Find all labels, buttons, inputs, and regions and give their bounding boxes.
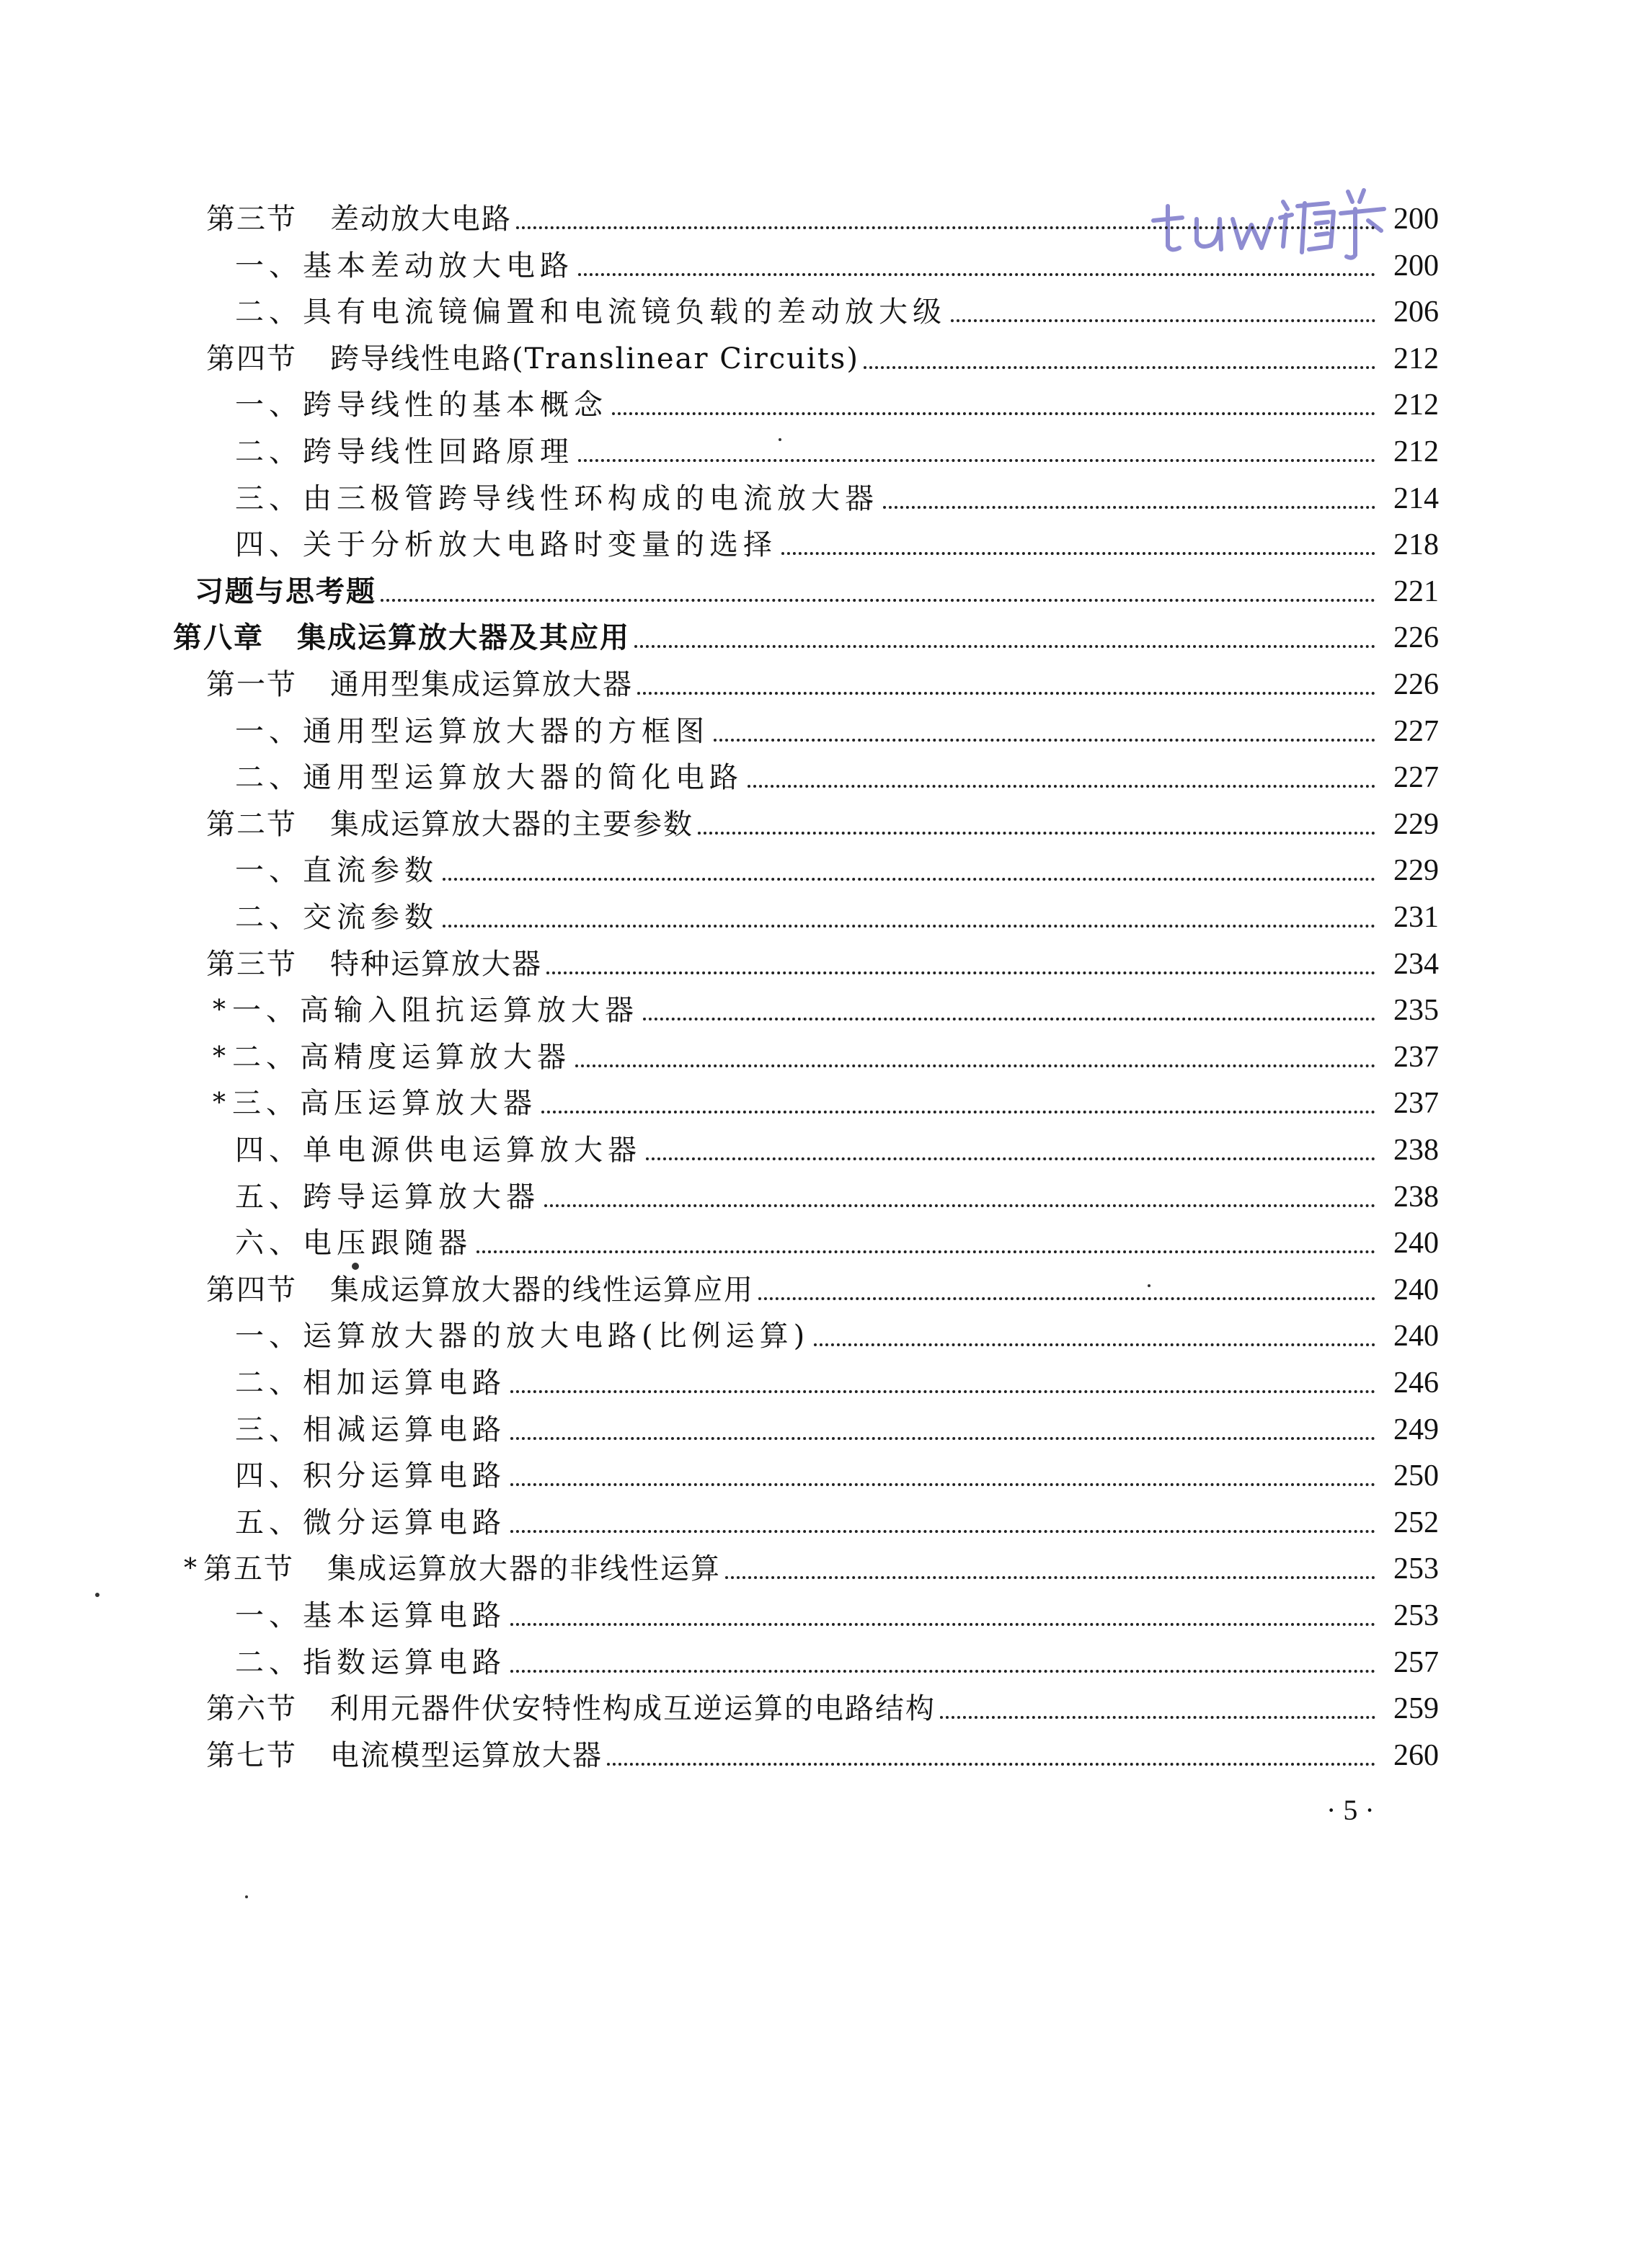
toc-entry-title [206,199,512,239]
toc-entry-title [235,1363,506,1403]
toc-entry-title [235,1456,506,1496]
toc-page-number: 249 [1393,1413,1439,1446]
toc-title-text: 一、基本差动放大电路 [235,249,574,283]
toc-page-number: 221 [1393,574,1439,608]
toc-entry-title [235,711,709,752]
toc-title-text: 集成运算放大器的主要参数 [330,807,693,841]
toc-title-text: 一、跨导线性的基本概念 [235,388,608,422]
toc-entry[interactable] [195,566,1439,612]
dot-leader [541,1083,1375,1124]
toc-page-number: 260 [1393,1738,1439,1772]
dot-leader [940,1689,1375,1729]
toc-entry-title [235,246,574,286]
dot-leader [781,525,1375,565]
toc-entry[interactable] [235,1217,1439,1263]
toc-title-text: 二、通用型运算放大器的简化电路 [235,761,743,795]
toc-page-number: 212 [1393,388,1439,422]
toc-page-number: 235 [1393,994,1439,1028]
toc-page-number: 238 [1393,1180,1439,1214]
toc-title-text: 二、具有电流镜偏置和电流镜负载的差动放大级 [235,295,946,329]
toc-entry[interactable] [235,473,1439,519]
dot-leader [516,199,1375,239]
toc-section-number: 第五节 [203,1552,294,1586]
toc-section-number: 第一节 [206,668,297,701]
toc-entry-title [235,1223,472,1263]
toc-entry-title [235,850,438,891]
optional-star-marker: * [184,1554,197,1584]
dot-leader [607,1735,1375,1776]
toc-page-number: 200 [1393,203,1439,236]
toc-page-number: 246 [1393,1366,1439,1400]
toc-title-text: 电流模型运算放大器 [330,1738,603,1772]
toc-entry-title [235,1503,506,1543]
dot-leader [443,850,1375,891]
dot-leader [510,1456,1375,1496]
toc-entry[interactable] [235,706,1439,752]
dot-leader [864,339,1375,379]
toc-entry-title [232,990,639,1031]
toc-entry[interactable] [206,984,1439,1031]
optional-star-marker: * [213,1088,226,1119]
toc-title-text: 三、由三极管跨导线性环构成的电流放大器 [235,481,879,515]
toc-section-number: 第七节 [206,1738,297,1772]
toc-title-text: 一、直流参数 [235,854,438,888]
toc-page-number: 200 [1393,249,1439,283]
toc-page-number: 214 [1393,481,1439,515]
toc-entry-title [206,804,693,845]
toc-entry[interactable] [206,1031,1439,1077]
toc-page-number: 240 [1393,1227,1439,1260]
toc-entry[interactable] [235,1497,1439,1543]
toc-page-number: 253 [1393,1599,1439,1632]
page-number: · 5 · [1326,1794,1375,1826]
toc-page-number: 257 [1393,1645,1439,1679]
dot-leader [544,1177,1375,1217]
toc-entry-title [206,1735,603,1776]
toc-entry-title [195,572,376,612]
toc-entry[interactable] [206,193,1439,239]
dot-leader [634,618,1375,658]
toc-page-number: 218 [1393,528,1439,562]
toc-entry-title [235,1410,506,1450]
toc-title-text: 四、单电源供电运算放大器 [235,1134,642,1167]
toc-title-text: 差动放大电路 [330,203,512,236]
optional-star-marker: * [213,995,226,1026]
toc-entry-title [232,1083,537,1124]
toc-entry[interactable] [235,426,1439,472]
toc-entry-title [235,1177,540,1217]
toc-entry-title [206,1270,754,1310]
dot-leader [758,1270,1375,1310]
toc-title-text: 特种运算放大器 [330,947,542,981]
dot-leader [510,1503,1375,1543]
toc-title-text: 集成运算放大器及其应用 [297,621,630,655]
toc-page-number: 226 [1393,668,1439,701]
toc-entry[interactable] [235,519,1439,565]
toc-title-text: 利用元器件伏安特性构成互逆运算的电路结构 [330,1692,936,1726]
toc-page-number: 229 [1393,807,1439,841]
toc-section-number: 第四节 [206,342,297,375]
toc-entry-title [235,1642,506,1683]
toc-title-text: 一、高输入阻抗运算放大器 [232,994,639,1028]
toc-title-text: 六、电压跟随器 [235,1227,472,1260]
scan-speck [245,1895,248,1898]
toc-entry[interactable] [177,1543,1439,1589]
toc-page-number: 252 [1393,1506,1439,1539]
dot-leader [698,804,1375,845]
toc-entry-title [206,339,859,379]
dot-leader [510,1363,1375,1403]
toc-entry[interactable] [235,891,1439,938]
toc-title-text: 四、积分运算电路 [235,1459,506,1493]
toc-entry[interactable] [206,1730,1439,1776]
dot-leader [578,432,1375,472]
toc-entry-title [235,479,879,519]
dot-leader [951,292,1375,332]
toc-page-number: 237 [1393,1087,1439,1121]
toc-page-number: 250 [1393,1459,1439,1493]
toc-title-text: 二、高精度运算放大器 [232,1040,571,1074]
toc-entry[interactable] [235,1637,1439,1683]
scan-speck [779,438,781,441]
toc-entry[interactable] [235,845,1439,891]
toc-section-number: 第三节 [206,203,297,236]
toc-page-number: 226 [1393,621,1439,655]
toc-section-number: 第三节 [206,947,297,981]
toc-entry[interactable] [235,752,1439,798]
toc-entry-title [235,432,574,472]
toc-entry-title [206,1689,936,1729]
toc-title-text: 通用型集成运算放大器 [330,668,633,701]
toc-section-number: 第八章 [173,621,264,655]
scan-speck [352,1263,359,1270]
toc-entry[interactable] [206,1077,1439,1124]
toc-entry[interactable] [235,1590,1439,1636]
toc-entry[interactable] [235,1124,1439,1170]
toc-entry-title [235,1596,506,1636]
toc-title-text: 二、指数运算电路 [235,1645,506,1679]
dot-leader [643,990,1375,1031]
toc-entry[interactable] [206,799,1439,845]
toc-entry[interactable] [206,659,1439,705]
toc-entry[interactable] [235,286,1439,332]
toc-entry-title [235,897,438,938]
toc-title-text: 四、关于分析放大电路时变量的选择 [235,528,777,562]
toc-entry-title [173,618,630,658]
toc-entry-title [232,1037,571,1077]
toc-title-text: 二、交流参数 [235,901,438,934]
toc-title-text: 一、基本运算电路 [235,1599,506,1632]
toc-entry[interactable] [206,333,1439,379]
dot-leader [381,572,1375,612]
toc-title-text: 三、相减运算电路 [235,1413,506,1446]
toc-entry[interactable] [235,1404,1439,1450]
toc-title-text: 二、跨导线性回路原理 [235,435,574,468]
dot-leader [510,1596,1375,1636]
toc-entry[interactable] [206,1683,1439,1729]
dot-leader [814,1316,1375,1356]
toc-entry[interactable] [235,379,1439,425]
toc-page-number: 206 [1393,295,1439,329]
toc-entry-title [235,385,608,425]
dot-leader [510,1410,1375,1450]
toc-entry[interactable] [235,1450,1439,1496]
toc-entry[interactable] [206,1264,1439,1310]
toc-entry-title [206,944,542,984]
toc-entry[interactable] [173,612,1439,658]
dot-leader [637,664,1375,705]
toc-entry-title [235,292,946,332]
toc-entry-title [235,1130,642,1170]
dot-leader [714,711,1375,752]
toc-page-number: 227 [1393,761,1439,795]
toc-section-number: 第二节 [206,807,297,841]
dot-leader [883,479,1375,519]
toc-page-number: 259 [1393,1692,1439,1726]
toc-page-number: 240 [1393,1320,1439,1353]
toc-entry-title [235,525,777,565]
toc-title-text: 五、微分运算电路 [235,1506,506,1539]
toc-entry[interactable] [235,240,1439,286]
toc-page-number: 237 [1393,1040,1439,1074]
toc-page-number: 227 [1393,714,1439,748]
toc-title-text: 习题与思考题 [195,574,376,608]
toc-title-text: 一、运算放大器的放大电路(比例运算) [235,1320,810,1353]
dot-leader [725,1549,1375,1589]
toc-entry-title [206,664,633,705]
toc-title-text: 五、跨导运算放大器 [235,1180,540,1214]
dot-leader [646,1130,1375,1170]
toc-section-number: 第六节 [206,1692,297,1726]
toc-entry[interactable] [206,938,1439,984]
toc-title-text: 二、相加运算电路 [235,1366,506,1400]
optional-star-marker: * [213,1041,226,1072]
dot-leader [578,246,1375,286]
toc-page-number: 212 [1393,342,1439,375]
toc-entry[interactable] [235,1171,1439,1217]
toc-page-number: 234 [1393,947,1439,981]
toc-entry-title [235,757,743,798]
dot-leader [443,897,1375,938]
toc-page-number: 240 [1393,1273,1439,1307]
toc-page-number: 238 [1393,1134,1439,1167]
dot-leader [476,1223,1375,1263]
scan-speck [95,1593,99,1597]
toc-title-text: 集成运算放大器的线性运算应用 [330,1273,754,1307]
toc-title-text: 一、通用型运算放大器的方框图 [235,714,709,748]
scan-speck [1148,1284,1150,1287]
toc-page-number: 253 [1393,1552,1439,1586]
toc-page-number: 212 [1393,435,1439,468]
toc-title-text: 集成运算放大器的非线性运算 [327,1552,721,1586]
toc-entry-title [235,1316,810,1356]
toc-section-number: 第四节 [206,1273,297,1307]
toc-entry-title [203,1549,721,1589]
dot-leader [612,385,1375,425]
toc-page-number: 231 [1393,901,1439,934]
toc-title-text: 三、高压运算放大器 [232,1087,537,1121]
dot-leader [575,1037,1375,1077]
toc-page-number: 229 [1393,854,1439,888]
toc-entry[interactable] [235,1357,1439,1403]
dot-leader [748,757,1375,798]
dot-leader [510,1642,1375,1683]
dot-leader [546,944,1375,984]
toc-entry[interactable] [235,1310,1439,1356]
toc-title-text: 跨导线性电路(Translinear Circuits) [330,342,859,375]
